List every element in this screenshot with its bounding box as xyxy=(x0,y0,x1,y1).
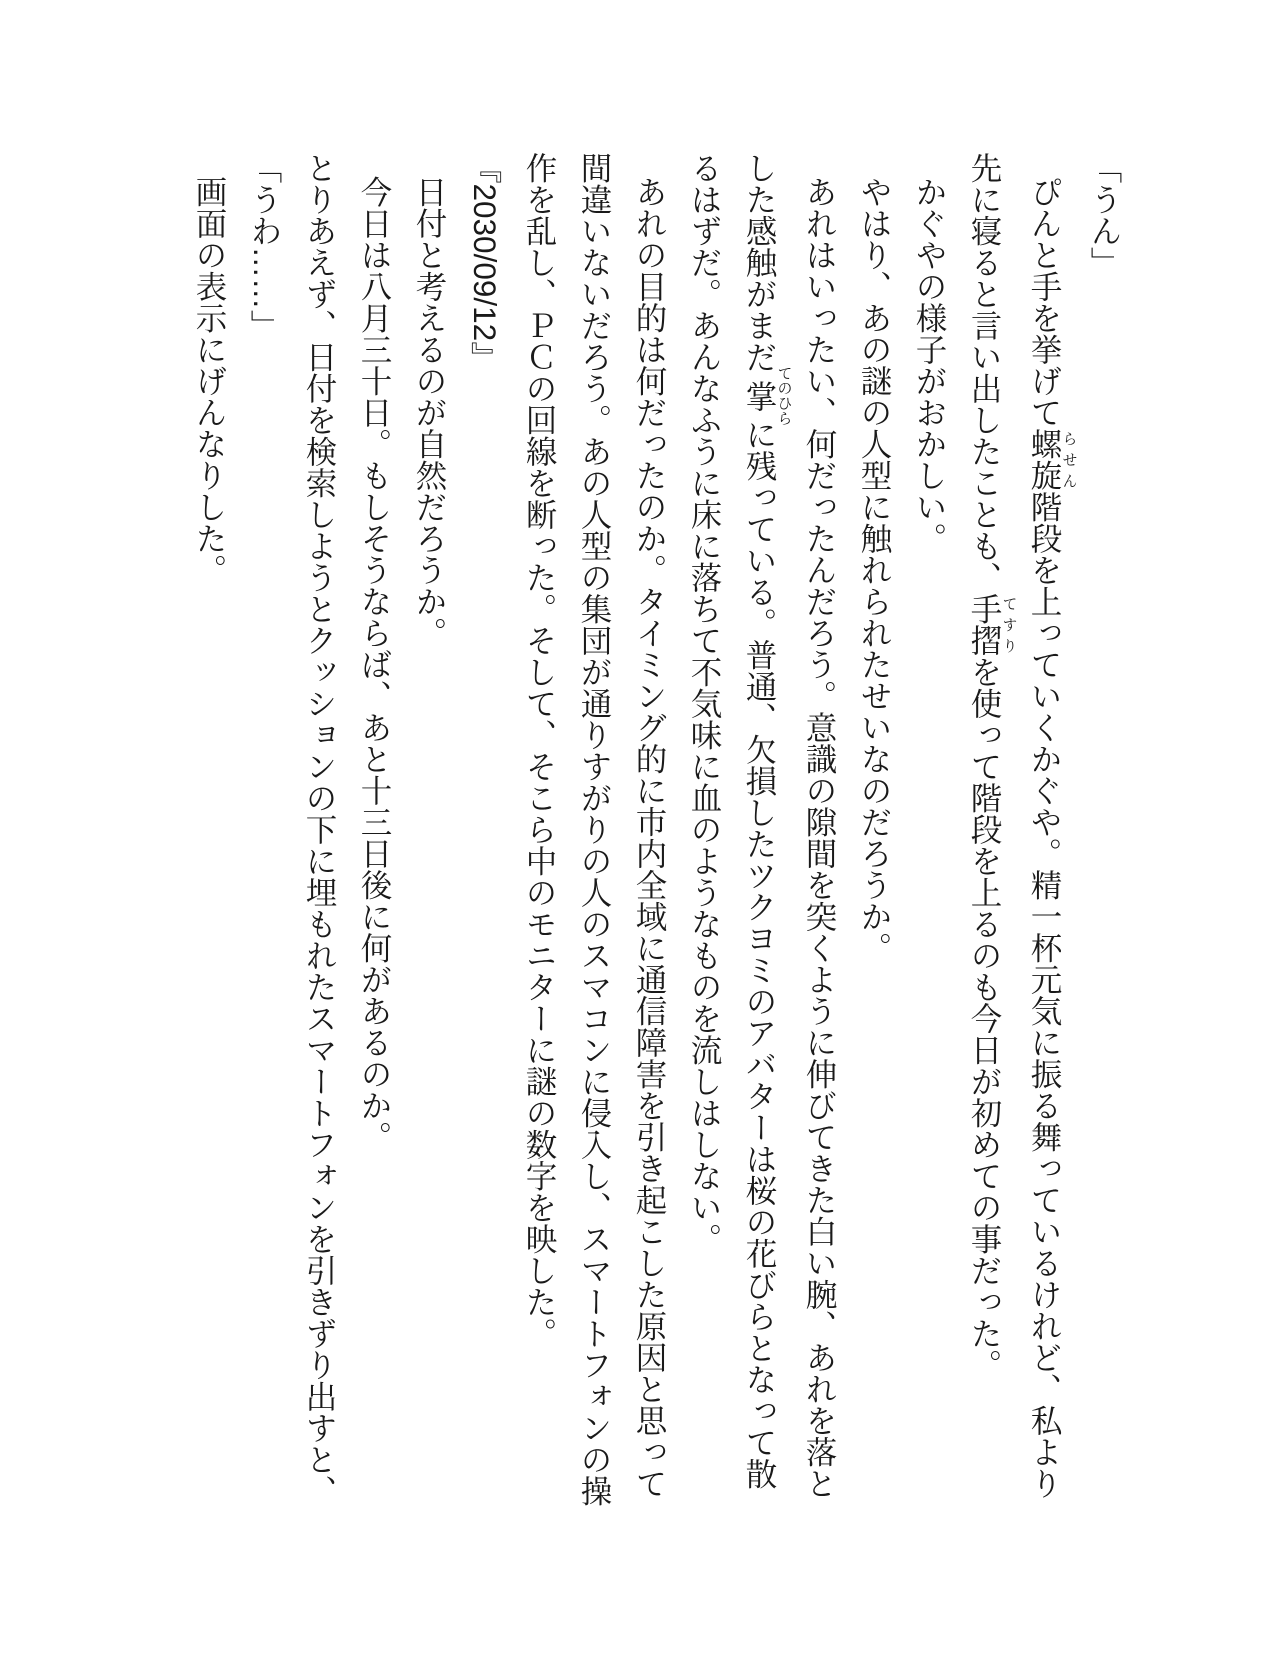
narration-line xyxy=(847,152,902,1566)
dialogue-line-un xyxy=(1077,152,1132,1566)
text-run: やはり、あの謎の人型に触れられたせいなのだろうか。 xyxy=(857,175,893,964)
text-run: あれはいったい、何だったんだろう。意識の隙間を突くように伸びてきた白い腕、あれを落と xyxy=(802,175,838,1499)
text-run: あれの目的は何だったのか。タイミング的に市内全域に通信障害を引き起こした原因と思って xyxy=(632,175,668,1499)
ruby-annotated-word: 螺旋らせん xyxy=(1027,427,1078,491)
vertical-text-block xyxy=(152,0,1280,1656)
furigana-annotation: てすり xyxy=(1000,593,1018,656)
narration-line xyxy=(1017,152,1077,1566)
text-run: 間違いないだろう。あの人型の集団が通りすがりの人のスマコンに侵入し、スマートフォンの操 xyxy=(577,152,613,1507)
ruby-annotated-word: 掌てのひら xyxy=(742,365,793,426)
narration-line xyxy=(732,152,792,1566)
furigana-annotation: てのひら xyxy=(775,365,793,426)
text-run: るはずだ。あんなふうに床に落ちて不気味に血のようなものを流しはしない。 xyxy=(687,152,723,1255)
text-run: 「うん」 xyxy=(1087,152,1123,278)
text-run: 日付と考えるのが自然だろうか。 xyxy=(412,175,448,649)
narration-line xyxy=(622,152,677,1566)
text-run: 「うわ……」 xyxy=(247,152,283,341)
narration-line xyxy=(292,152,347,1566)
ruby-annotated-word: 手摺てすり xyxy=(967,593,1018,656)
text-run: 今日は八月三十日。もしそうならば、あと十三日後に何があるのか。 xyxy=(357,175,393,1153)
text-run: 『2030/09/12』 xyxy=(467,152,503,373)
text-run: に残っている。普通、欠損したツクヨミのアバターは桜の花びらとなって散 xyxy=(742,418,778,1490)
text-run: かぐやの様子がおかしい。 xyxy=(912,175,948,554)
narration-line xyxy=(402,152,457,1566)
narration-line xyxy=(677,152,732,1566)
dialogue-line-uwa xyxy=(237,152,292,1566)
date-display-line xyxy=(457,152,512,1566)
narration-line xyxy=(512,152,567,1566)
narration-line xyxy=(792,152,847,1566)
text-run: 階段を上っていくかぐや。精一杯元気に振る舞っているけれど、私より xyxy=(1027,490,1063,1499)
text-run: 画面の表示にげんなりした。 xyxy=(192,175,228,586)
furigana-annotation: らせん xyxy=(1060,427,1078,491)
text-run: 先に寝ると言い出したことも、 xyxy=(967,152,1003,593)
narration-line xyxy=(902,152,957,1566)
text-run: とりあえず、日付を検索しようとクッションの下に埋もれたスマートフォンを引きずり出すと、 xyxy=(302,152,338,1507)
narration-line xyxy=(567,152,622,1566)
text-run: した感触がまだ xyxy=(742,152,778,373)
text-run: を使って階段を上るのも今日が初めての事だった。 xyxy=(967,656,1003,1381)
narration-line xyxy=(347,152,402,1566)
narration-line xyxy=(957,152,1017,1566)
text-run: 作を乱し、ＰＣの回線を断った。そして、そこら中のモニターに謎の数字を映した。 xyxy=(522,152,558,1349)
text-run: ぴんと手を挙げて xyxy=(1027,175,1063,428)
narration-line xyxy=(182,152,237,1566)
